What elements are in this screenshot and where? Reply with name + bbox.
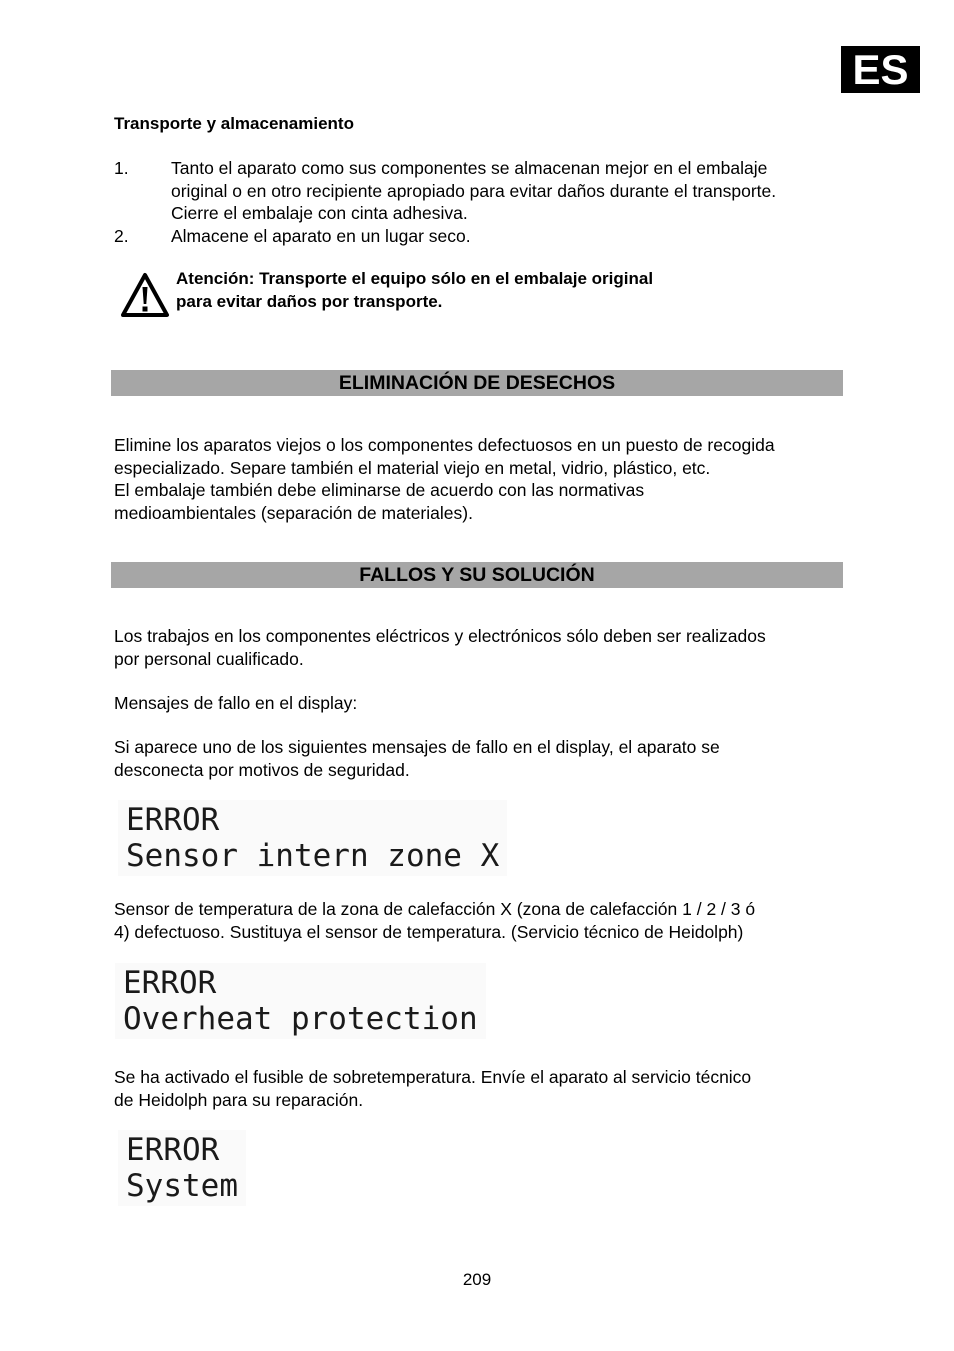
list-item bbox=[114, 157, 854, 225]
lcd-line: ERROR bbox=[126, 802, 220, 838]
lcd-line: System bbox=[126, 1168, 238, 1204]
page-number: 209 bbox=[462, 1270, 492, 1289]
text-line: de Heidolph para su reparación. bbox=[114, 1089, 364, 1110]
text-line: Si aparece uno de los siguientes mensajes de fallo en el display, el aparato se bbox=[114, 737, 720, 757]
text-line: Sensor de temperatura de la zona de calefacción X (zona de calefacción 1 / 2 / 3 ó bbox=[114, 899, 756, 919]
list-item-text bbox=[171, 225, 854, 248]
text-line: desconecta por motivos de seguridad. bbox=[114, 759, 410, 780]
lcd-line: Overheat protection bbox=[123, 1001, 478, 1037]
troubleshooting-intro bbox=[114, 625, 854, 670]
text-line: por personal cualificado. bbox=[114, 648, 304, 669]
text-line: Tanto el aparato como sus componentes se almacenan mejor en el embalaje bbox=[171, 158, 768, 178]
section-header-disposal: ELIMINACIÓN DE DESECHOS bbox=[111, 370, 843, 396]
list-item-number: 1. bbox=[114, 158, 129, 178]
text-line: original o en otro recipiente apropiado para evitar daños durante el transporte. bbox=[171, 180, 777, 201]
text-line: Se ha activado el fusible de sobretemperatura. Envíe el aparato al servicio técnico bbox=[114, 1067, 752, 1087]
lcd-display-error-sensor bbox=[118, 800, 507, 876]
language-badge: ES bbox=[841, 46, 920, 93]
text-line: El embalaje también debe eliminarse de acuerdo con las normativas bbox=[114, 480, 645, 500]
list-item bbox=[114, 225, 854, 248]
lcd-line: ERROR bbox=[123, 965, 217, 1001]
list-item-text bbox=[171, 157, 854, 225]
warning-text bbox=[176, 268, 653, 313]
lcd-line: Sensor intern zone X bbox=[126, 838, 500, 874]
lcd-display-error-overheat bbox=[115, 963, 486, 1039]
disposal-paragraph bbox=[114, 434, 854, 524]
transport-list bbox=[114, 157, 854, 247]
section-header-troubleshooting: FALLOS Y SU SOLUCIÓN bbox=[111, 562, 843, 588]
lcd-display-error-system bbox=[118, 1130, 246, 1206]
list-item-number: 2. bbox=[114, 225, 129, 246]
display-messages-label: Mensajes de fallo en el display: bbox=[114, 693, 358, 713]
error-description bbox=[114, 898, 854, 943]
text-line: para evitar daños por transporte. bbox=[176, 291, 443, 311]
text-line: 4) defectuoso. Sustituya el sensor de temperatura. (Servicio técnico de Heidolph) bbox=[114, 921, 744, 942]
transport-heading: Transporte y almacenamiento bbox=[114, 114, 354, 133]
warning-triangle-icon bbox=[120, 272, 170, 318]
text-line: Los trabajos en los componentes eléctricos y electrónicos sólo deben ser realizados bbox=[114, 626, 766, 646]
lcd-line: ERROR bbox=[126, 1132, 220, 1168]
error-description bbox=[114, 1066, 854, 1111]
text-line: Almacene el aparato en un lugar seco. bbox=[171, 225, 471, 246]
text-line: Atención: Transporte el equipo sólo en el embalaje original bbox=[176, 269, 654, 288]
text-line: Cierre el embalaje con cinta adhesiva. bbox=[171, 203, 468, 223]
text-line: especializado. Separe también el material viejo en metal, vidrio, plástico, etc. bbox=[114, 457, 711, 478]
text-line: medioambientales (separación de materiales). bbox=[114, 502, 473, 523]
text-line: Elimine los aparatos viejos o los componentes defectuosos en un puesto de recogida bbox=[114, 435, 775, 455]
safety-paragraph bbox=[114, 736, 854, 781]
